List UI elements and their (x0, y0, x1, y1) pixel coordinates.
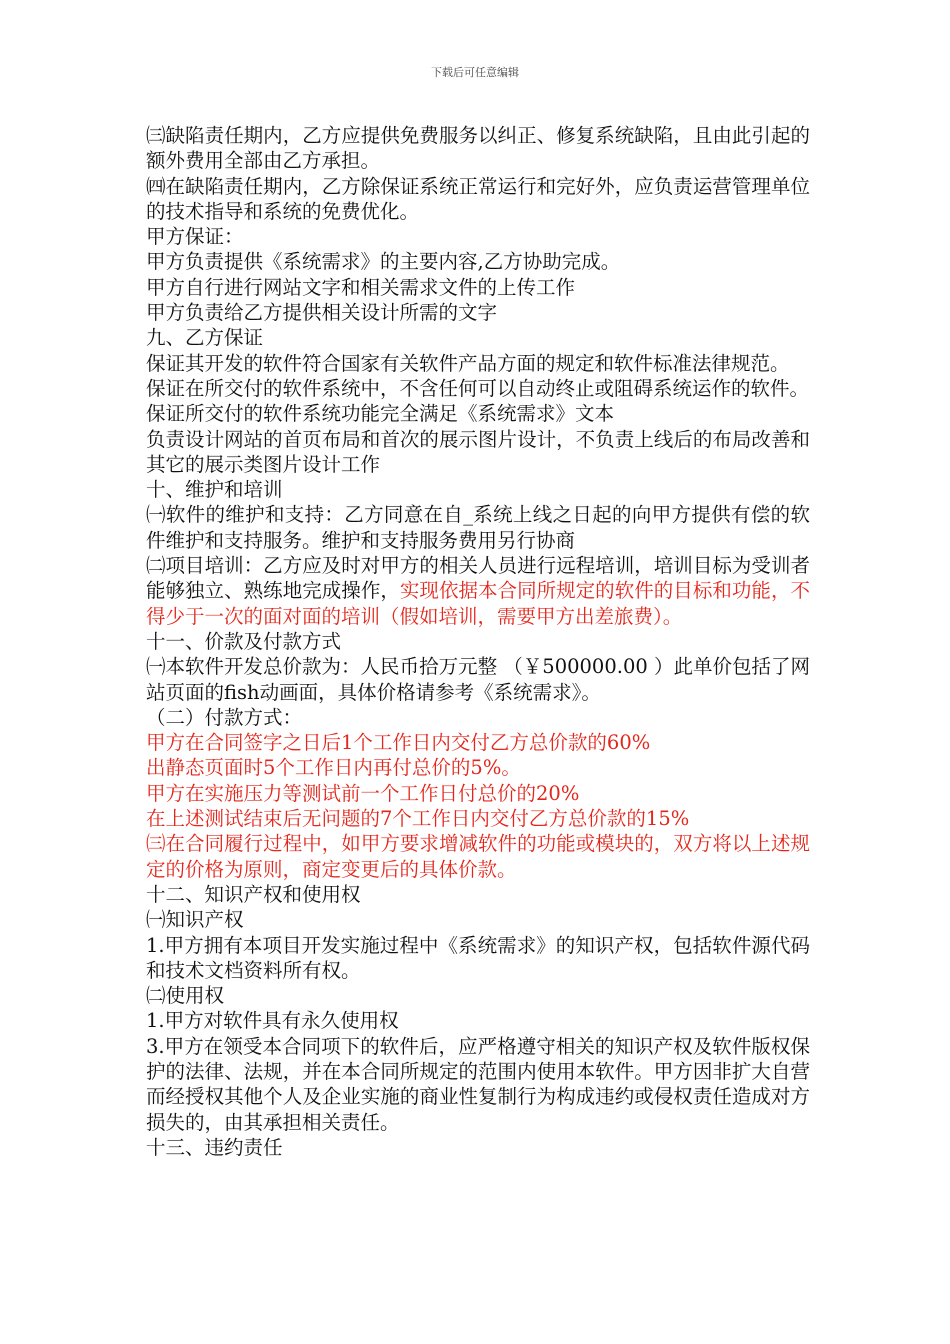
paragraph: 甲方负责提供《系统需求》的主要内容,乙方协助完成。 (146, 250, 621, 274)
section-heading: 十二、知识产权和使用权 (146, 882, 361, 906)
paragraph: ㈣在缺陷责任期内，乙方除保证系统正常运行和完好外，应负责运营管理单位的技术指导和系统的免费优化。 (146, 174, 810, 223)
highlighted-text: ㈢在合同履行过程中，如甲方要求增减软件的功能或模块的，双方将以上述规定的价格为原则，商定变更后的具体价款。 (146, 832, 810, 881)
paragraph: 甲方自行进行网站文字和相关需求文件的上传工作 (146, 275, 576, 299)
highlighted-text: 甲方在合同签字之日后1个工作日内交付乙方总价款的60% (146, 731, 651, 755)
highlighted-text: 出静态页面时5个工作日内再付总价的5%。 (146, 756, 521, 780)
section-heading: 十一、价款及付款方式 (146, 629, 342, 653)
paragraph: 保证在所交付的软件系统中，不含任何可以自动终止或阻碍系统运作的软件。 (146, 376, 810, 400)
paragraph: 1.甲方对软件具有永久使用权 (146, 1009, 399, 1033)
section-heading: 九、乙方保证 (146, 326, 264, 350)
paragraph: 甲方保证： (146, 225, 244, 249)
paragraph-text: ㈡项目培训：乙方应及时对甲方的相关人员进行远程培训，培训目标为受训者能够独立、熟练地完成操作， (146, 554, 810, 603)
highlighted-text: 实现依据本合同所规定的软件的目标和功能，不得少于一次的面对面的培训（假如培训，需要甲方出差旅费）。 (146, 579, 810, 628)
paragraph: 1.甲方拥有本项目开发实施过程中《系统需求》的知识产权，包括软件源代码和技术文档资料所有权。 (146, 933, 810, 982)
paragraph: （二）付款方式： (146, 705, 303, 729)
paragraph: 甲方负责给乙方提供相关设计所需的文字 (146, 301, 498, 325)
highlighted-text: 甲方在实施压力等测试前一个工作日付总价的20% (146, 781, 580, 805)
paragraph: ㈠本软件开发总价款为：人民币拾万元整 （￥500000.00 ）此单价包括了网站页面的fish动画面，具体价格请参考《系统需求》。 (146, 655, 810, 704)
subsection-heading: ㈠知识产权 (146, 908, 244, 932)
subsection-heading: ㈡使用权 (146, 984, 225, 1008)
section-heading: 十、维护和培训 (146, 478, 283, 502)
document-body (146, 123, 810, 1160)
paragraph: ㈠软件的维护和支持：乙方同意在自_系统上线之日起的向甲方提供有偿的软件维护和支持服务。维护和支持服务费用另行协商 (146, 503, 810, 552)
paragraph (146, 553, 810, 629)
section-heading: 十三、违约责任 (146, 1135, 283, 1159)
paragraph: ㈢缺陷责任期内，乙方应提供免费服务以纠正、修复系统缺陷，且由此引起的额外费用全部由乙方承担。 (146, 124, 810, 173)
page-header: 下载后可任意编辑 (431, 66, 519, 79)
paragraph: 3.甲方在领受本合同项下的软件后，应严格遵守相关的知识产权及软件版权保护的法律、法规，并在本合同所规定的范围内使用本软件。甲方因非扩大自营而经授权其他个人及企业实施的商业性复制行为构成违约或侵权责任造成对方损失的，由其承担相关责任。 (146, 1034, 810, 1134)
highlighted-text: 在上述测试结束后无问题的7个工作日内交付乙方总价款的15% (146, 807, 690, 831)
paragraph: 保证其开发的软件符合国家有关软件产品方面的规定和软件标准法律规范。 (146, 351, 790, 375)
paragraph: 保证所交付的软件系统功能完全满足《系统需求》文本 (146, 402, 615, 426)
paragraph: 负责设计网站的首页布局和首次的展示图片设计，不负责上线后的布局改善和其它的展示类图片设计工作 (146, 427, 810, 476)
